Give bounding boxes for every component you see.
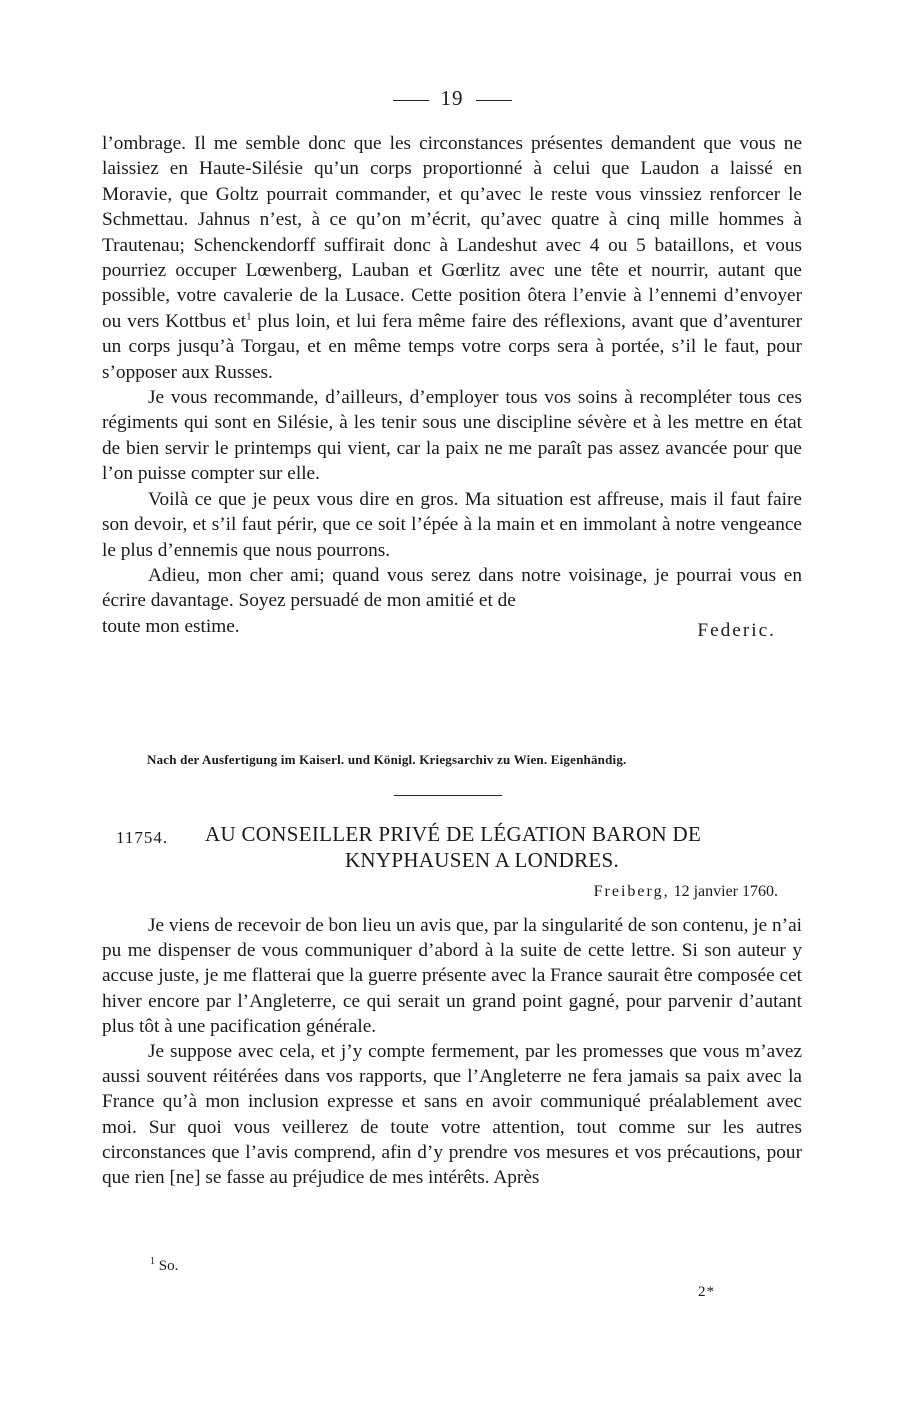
letter-1-paragraph-3: Voilà ce que je peux vous dire en gros. Ma situation est affreuse, mais il faut faire son devoir, et s’il faut périr, que ce soit l’épée à la main et en immolant à notre vengeance le plus d’ennemis que nous pourrons. (102, 488, 802, 561)
page-number (102, 86, 802, 111)
sheet-signature: 2* (698, 1284, 715, 1300)
paragraph-text-continued: plus loin, et lui fera même faire des réflexions, avant que d’aventurer un corps jusqu’à Torgau, et en même temps votre corps sera à portée, s’il le faut, pour s’opposer aux Russes. (102, 310, 802, 383)
dateline-date: 12 janvier 1760. (669, 883, 778, 900)
letter-1-paragraph-4: Adieu, mon cher ami; quand vous serez dans notre voisinage, je pourrai vous en écrire davantage. Soyez persuadé de mon amitié et de (102, 564, 802, 612)
letter-number: 11754. (116, 828, 169, 847)
footnote-number: 1 (150, 1256, 155, 1267)
footnote (150, 1256, 178, 1275)
dateline-place: Freiberg, (593, 883, 670, 900)
footnote-marker: 1 (246, 310, 252, 323)
letter-2-body (102, 913, 802, 1190)
dateline (594, 883, 778, 901)
heading-line-2: KNYPHAUSEN A LONDRES. (344, 848, 620, 872)
closing-text: toute mon estime. (102, 615, 240, 637)
section-divider (394, 795, 502, 796)
letter-1-paragraph-1 (102, 131, 802, 385)
paragraph-text: l’ombrage. Il me semble donc que les circonstances présentes demandent que vous ne laissiez en Haute-Silésie qu’un corps proportionné à celui que Laudon a laissé en Moravie, que Goltz pourrait commander, et qu’avec le reste vous vinssiez renforcer le Schmettau. Jahnus n’est, à ce qu’on m’écrit, qu’avec quatre à cinq mille hommes à Trautenau; Schenckendorff suffirait donc à Landeshut avec 4 ou 5 bataillons, et vous pourriez occuper Lœwenberg, Lauban et Gœrlitz avec une tête et nourrir, autant que possible, votre cavalerie de la Lusace. Cette position ôtera l’envie à l’ennemi d’envoyer ou vers Kottbus et (102, 133, 802, 332)
closing-line (102, 614, 802, 639)
footnote-text: So. (155, 1258, 179, 1274)
letter-1-body (102, 131, 802, 639)
letter-2-paragraph-2: Je suppose avec cela, et j’y compte fermement, par les promesses que vous m’avez aussi souvent réitérées dans vos rapports, que l’Angleterre ne fera jamais sa paix avec la France qu’à mon inclusion expresse et sans en avoir communiqué préalablement avec moi. Sur quoi vous veillerez de toute votre attention, tout comme sur les autres circonstances que l’avis comprend, afin d’y prendre vos mesures et vos précautions, pour que rien [ne] se fasse au préjudice de mes intérêts. Après (102, 1041, 802, 1189)
letter-1-paragraph-2: Je vous recommande, d’ailleurs, d’employer tous vos soins à recompléter tous ces régiments qui sont en Silésie, à les tenir sous une discipline sévère et à les mettre en état de bien servir le printemps qui vient, car la paix ne me paraît pas assez avancée pour que l’on puisse compter sur elle. (102, 387, 802, 485)
letter-2-paragraph-1: Je viens de recevoir de bon lieu un avis que, par la singularité de son contenu, je n’ai pu me dispenser de vous communiquer d’abord à la suite de cette lettre. Si son auteur y accuse juste, je me flatterai que la guerre présente avec la France saurait être composée cet hiver encore par l’Angleterre, ce qui serait un grand point gagné, pour parvenir d’autant plus tôt à une pacification générale. (102, 915, 802, 1037)
page-number-dash-right (476, 100, 512, 101)
signature: Federic. (697, 619, 776, 641)
page (102, 0, 802, 1404)
page-number-text: 19 (440, 86, 464, 110)
page-number-dash-left (393, 100, 429, 101)
source-note: Nach der Ausfertigung im Kaiserl. und Königl. Kriegsarchiv zu Wien. Eigenhändig. (147, 752, 627, 767)
heading-line-1: AU CONSEILLER PRIVÉ DE LÉGATION BARON DE (205, 822, 702, 846)
